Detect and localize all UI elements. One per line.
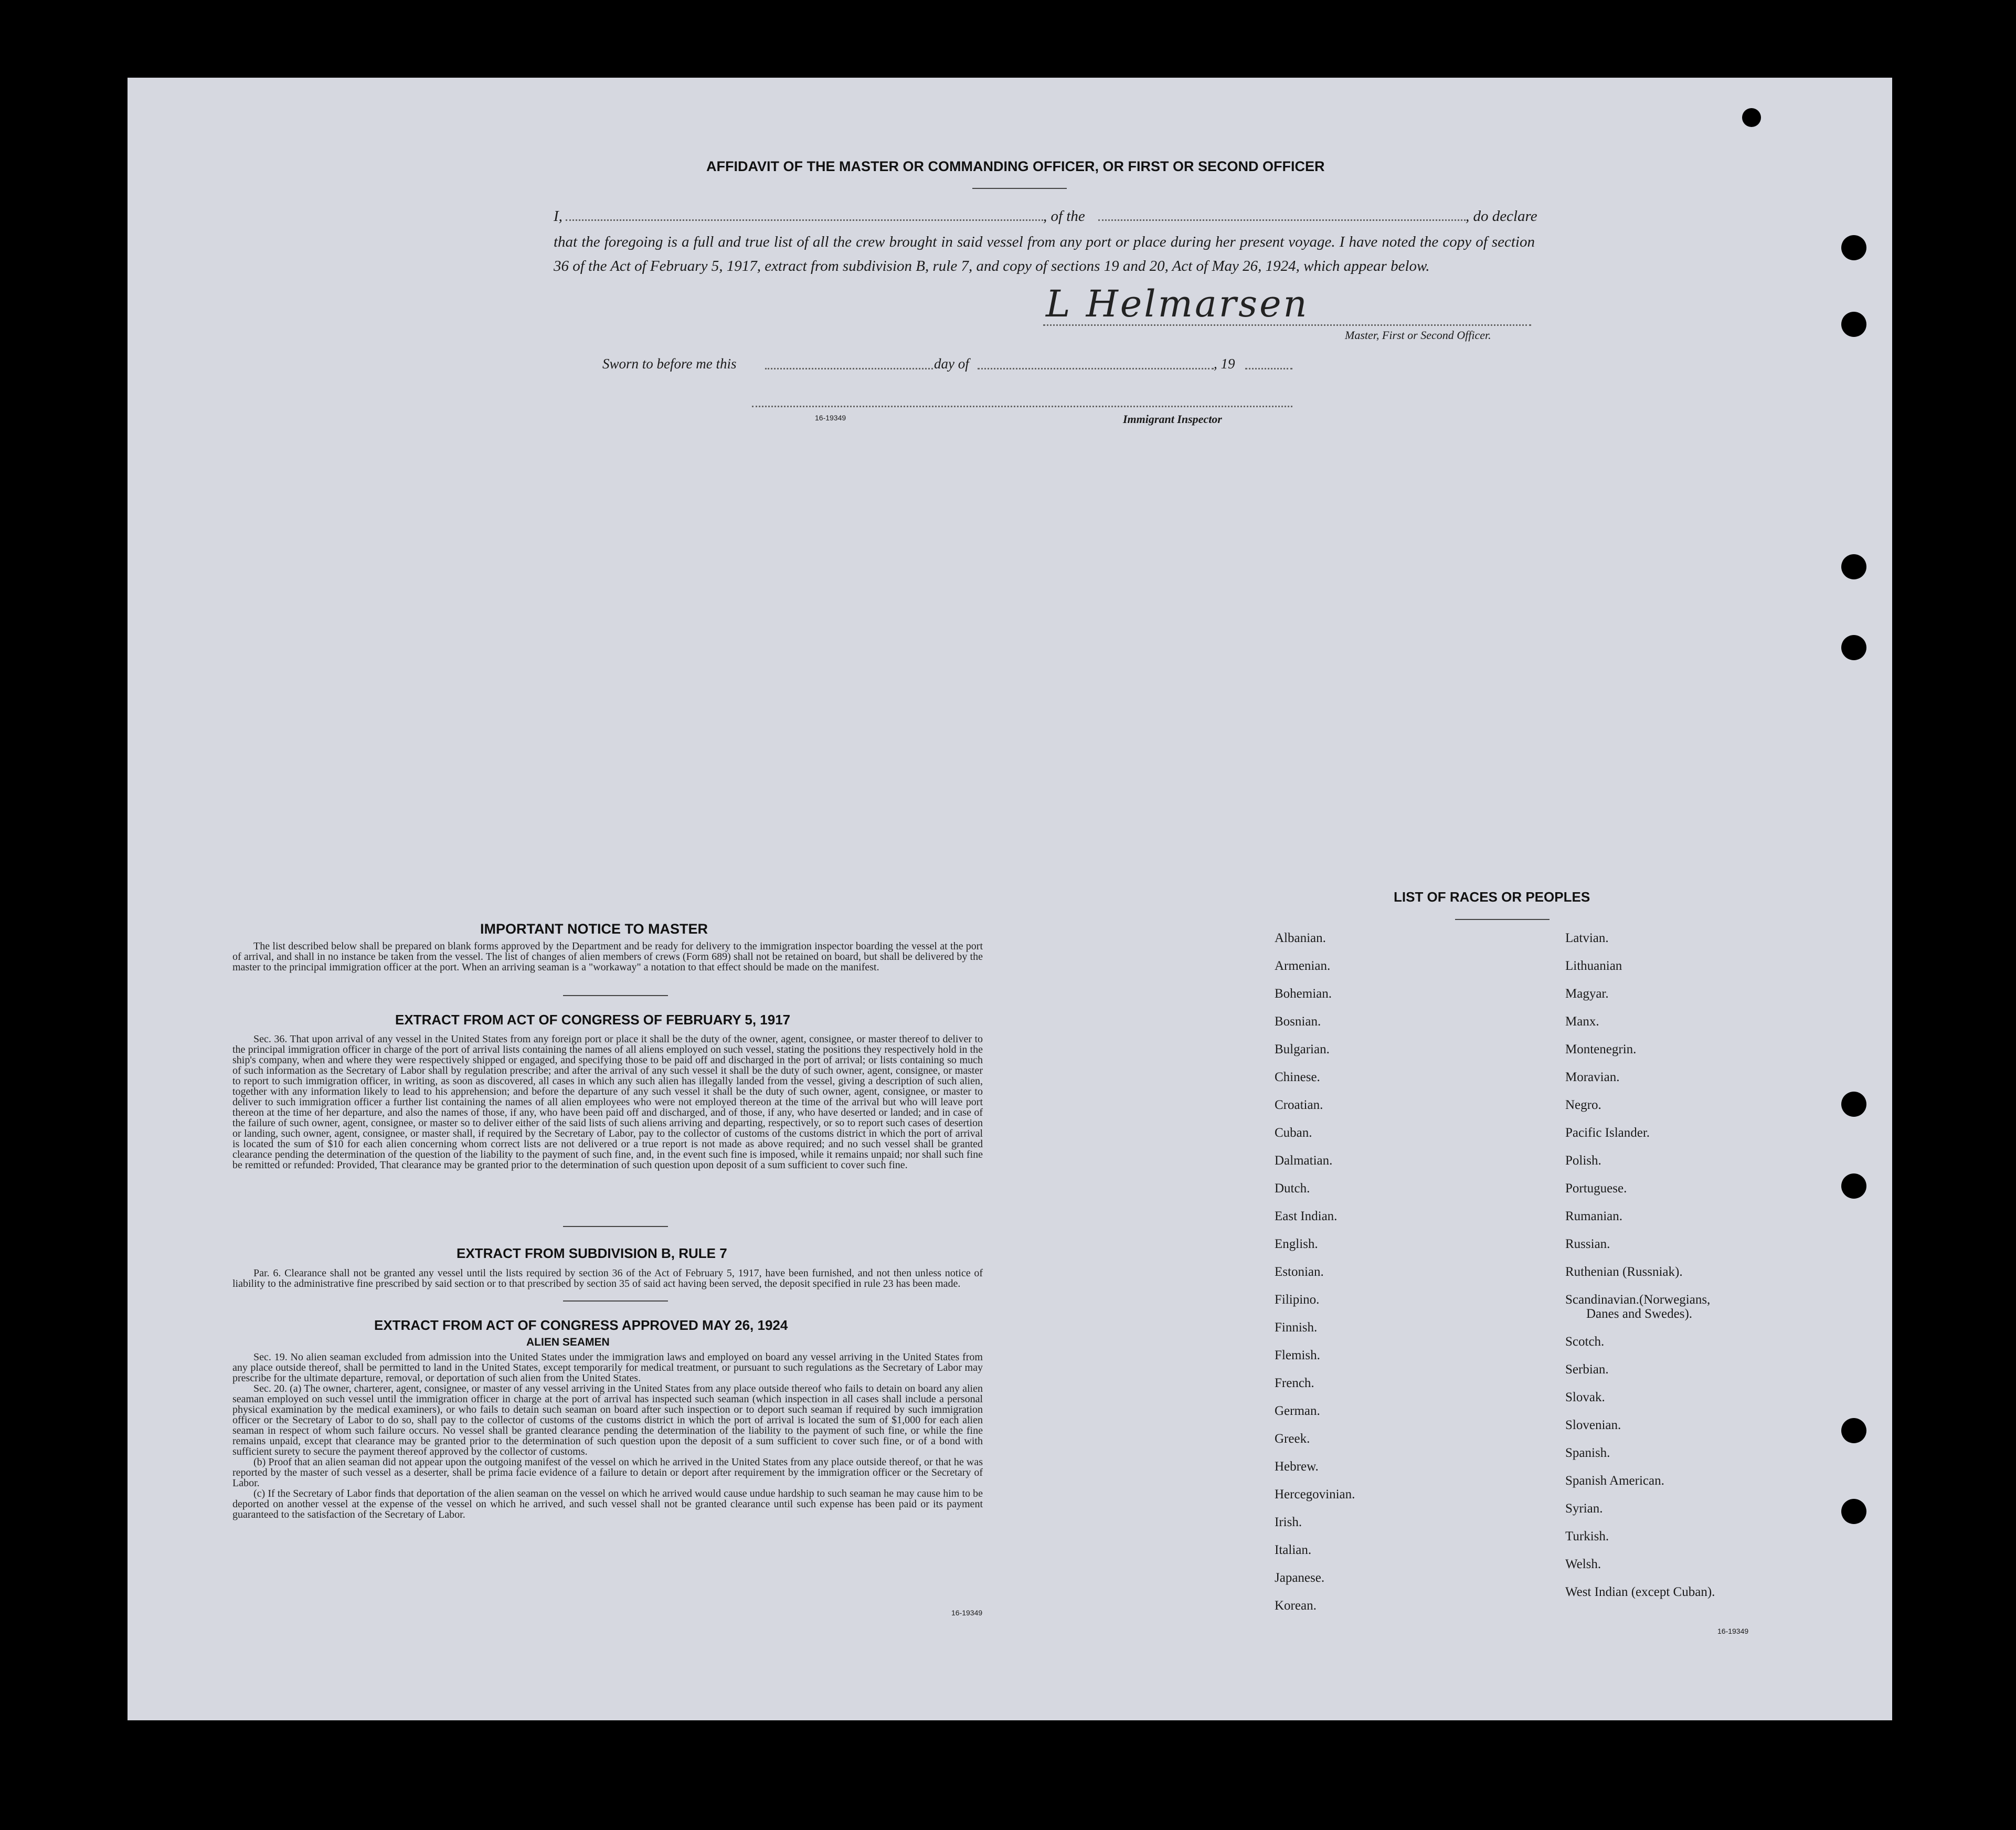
affidavit-body: that the foregoing is a full and true list of all the crew brought in said vessel from any port or place during her present voyage. I have noted the copy of section 36 of the Act of February 5, 1917, extract from subdivision B, rule 7, and copy of sections 19 and 20, Act of May 26, 1924, which appear below. [554,234,1535,274]
race-item: Scotch. [1565,1335,1605,1349]
race-item: Irish. [1275,1515,1302,1529]
race-item: Negro. [1565,1098,1601,1112]
race-item: Croatian. [1275,1098,1323,1112]
affidavit-do-declare: , do declare [1466,208,1537,225]
document-sheet [128,78,1892,1720]
affidavit-of-the: , of the [1043,208,1085,225]
race-item: Italian. [1275,1543,1312,1557]
race-item: Montenegrin. [1565,1042,1637,1056]
race-item: Russian. [1565,1237,1610,1251]
race-item: Albanian. [1275,931,1326,945]
punch-hole [1742,108,1761,127]
race-item: Latvian. [1565,931,1609,945]
races-title: LIST OF RACES OR PEOPLES [1394,889,1590,905]
sworn-month-field[interactable] [978,368,1214,369]
sec-20c: (c) If the Secretary of Labor finds that deportation of the alien seaman on the vessel on which he arrived would cause undue hardship to such seaman he may cause him to be deported on another vessel at the expense of the vessel on which he arrived, and such vessel shall not be granted clearance until such expense has been paid or its payment guaranteed to the satisfaction of the Secretary of Labor. [232,1488,983,1520]
race-item: French. [1275,1376,1314,1390]
vessel-field[interactable] [1098,219,1466,221]
name-field[interactable] [566,219,1043,221]
punch-hole [1841,635,1866,660]
sworn-day-field[interactable] [765,368,933,369]
master-label: Master, First or Second Officer. [1345,329,1491,342]
race-item: Cuban. [1275,1126,1312,1140]
inspector-signature-line [752,406,1292,407]
race-item: Dalmatian. [1275,1154,1333,1168]
race-item: Serbian. [1565,1362,1609,1377]
race-item: Manx. [1565,1014,1599,1029]
punch-hole [1841,1092,1866,1117]
year-label: , 19 [1214,356,1235,372]
notice-text: The list described below shall be prepared on blank forms approved by the Department and be ready for delivery to the immigration inspector boarding the vessel at the port of arrival, and shall in no instance be taken from the vessel. The list of changes of alien members of crews (Form 689) shall not be retained on board, but shall be delivered by the master to the principal immigration officer at the port. When an arriving seaman is a "workaway" a notation to that effect should be made on the manifest. [232,940,983,973]
race-item: West Indian (except Cuban). [1565,1585,1715,1599]
sworn-year-field[interactable] [1245,368,1292,369]
race-item: Danes and Swedes). [1586,1307,1693,1321]
race-item: Finnish. [1275,1320,1318,1335]
race-item: Syrian. [1565,1501,1603,1516]
race-item: Turkish. [1565,1529,1609,1543]
extract-1917-text: Sec. 36. That upon arrival of any vessel in the United States from any foreign port or place it shall be the duty of the owner, agent, consignee, or master thereof to deliver to the principal immigration officer in charge of the port of arrival lists containing the names of all aliens employed on such vessel, stating the positions they respectively hold in the ship's company, when and where they were respectively shipped or engaged, and specifying those to be paid off and discharged in the port of arrival; or lists containing so much of such information as the Secretary of Labor shall by regulation prescribe; and after the arrival of any such vessel it shall be the duty of such owner, agent, consignee, or master to report to such immigration officer, in writing, as soon as discovered, all cases in which any such alien has illegally landed from the vessel, giving a description of such alien, together with any information likely to lead to his apprehension; and before the departure of any such vessel it shall be the duty of such owner, agent, consignee, or master to deliver to such immigration officer a further list containing the names of all alien employees who were not employed thereon at the time of the arrival but who will leave port thereon at the time of her departure, and also the names of those, if any, who have been paid off and discharged, and of those, if any, who have deserted or landed; and in case of the failure of such owner, agent, consignee, or master so to deliver either of the said lists of such aliens arriving and departing, respectively, or so to report such cases of desertion or landing, such owner, agent, consignee, or master shall, if required by the Secretary of Labor, pay to the collector of customs of the customs district in which the port of arrival is located the sum of $10 for each alien concerning whom correct lists are not delivered or a true report is not made as above required; and no such vessel shall be granted clearance pending the determination of the question of the liability to the payment of such fine, and, in the event such fine is imposed, while it remains unpaid; nor shall such fine be remitted or refunded: Provided, That clearance may be granted prior to the determination of such question upon deposit of a sum sufficient to cover such fine. [232,1033,983,1171]
sec-20a: Sec. 20. (a) The owner, charterer, agent, consignee, or master of any vessel arriving in the United States from any place outside thereof who fails to detain on board any alien seaman employed on such vessel until the immigration officer in charge at the port of arrival has inspected such seaman (which inspection in all cases shall include a personal physical examination by the medical examiners), or who fails to detain such seaman on board after such inspection or to deport such seaman if required by such immigration officer or the Secretary of Labor to do so, shall pay to the collector of customs of the customs district in which the port of arrival is located the sum of $1,000 for each alien seaman in respect of whom such failure occurs. No vessel shall be granted clearance pending the determination of the liability to the payment of such fine, or while the fine remains unpaid, except that clearance may be granted prior to the determination of such question upon the deposit of a sum sufficient to cover such fine, or of a bond with sufficient surety to secure the payment thereof approved by the collector of customs. [232,1383,983,1457]
race-item: Armenian. [1275,959,1331,973]
extract-1917-title: EXTRACT FROM ACT OF CONGRESS OF FEBRUARY 5, 1917 [395,1012,791,1028]
race-item: Hercegovinian. [1275,1487,1355,1501]
race-item: Hebrew. [1275,1459,1319,1474]
race-item: Slovak. [1565,1390,1605,1404]
race-item: Spanish. [1565,1446,1610,1460]
race-item: Estonian. [1275,1265,1324,1279]
sec-20b: (b) Proof that an alien seaman did not appear upon the outgoing manifest of the vessel on which he arrived in the United States from any place outside thereof, or that he was reported by the master of such vessel as a deserter, shall be prima facie evidence of a failure to detain or deport after requirement by the immigration officer or the Secretary of Labor. [232,1456,983,1489]
signature-line [1043,324,1531,326]
race-item: East Indian. [1275,1209,1338,1223]
divider [563,1300,668,1302]
divider [972,188,1067,189]
affidavit-i: I, [554,208,563,225]
race-item: Magyar. [1565,987,1609,1001]
race-item: Chinese. [1275,1070,1320,1084]
race-item: Rumanian. [1565,1209,1623,1223]
form-number: 16-19349 [1717,1627,1749,1635]
form-number: 16-19349 [951,1609,983,1617]
inspector-label: Immigrant Inspector [1123,412,1222,426]
race-item: Spanish American. [1565,1474,1664,1488]
race-item: English. [1275,1237,1318,1251]
race-item: Bosnian. [1275,1014,1321,1029]
race-item: Welsh. [1565,1557,1601,1571]
punch-hole [1841,1499,1866,1524]
day-of-label: day of [934,356,969,372]
divider [563,995,668,996]
race-item: Bulgarian. [1275,1042,1330,1056]
punch-hole [1841,1173,1866,1199]
race-item: German. [1275,1404,1320,1418]
race-item: Scandinavian.(Norwegians, [1565,1293,1711,1307]
race-item: Ruthenian (Russniak). [1565,1265,1683,1279]
race-item: Dutch. [1275,1181,1310,1196]
punch-hole [1841,1418,1866,1443]
extract-1924-title: EXTRACT FROM ACT OF CONGRESS APPROVED MAY 26, 1924 [374,1317,788,1333]
race-item: Filipino. [1275,1293,1320,1307]
divider [1455,919,1550,920]
extract-rule7-title: EXTRACT FROM SUBDIVISION B, RULE 7 [457,1245,727,1261]
divider [563,1226,668,1227]
race-item: Flemish. [1275,1348,1320,1362]
race-item: Greek. [1275,1432,1310,1446]
sec-19: Sec. 19. No alien seaman excluded from admission into the United States under the immigration laws and employed on board any vessel arriving in the United States from any place outside thereof, shall be permitted to land in the United States, except temporarily for medical treatment, or pursuant to such regulations as the Secretary of Labor may prescribe for the ultimate departure, removal, or deportation of such alien from the United States. [232,1351,983,1384]
punch-hole [1841,554,1866,579]
race-item: Polish. [1565,1154,1601,1168]
race-item: Bohemian. [1275,987,1332,1001]
extract-1924-subtitle: ALIEN SEAMEN [526,1336,610,1348]
race-item: Pacific Islander. [1565,1126,1650,1140]
notice-title: IMPORTANT NOTICE TO MASTER [480,921,708,937]
punch-hole [1841,312,1866,337]
race-item: Lithuanian [1565,959,1622,973]
punch-hole [1841,235,1866,260]
race-item: Portuguese. [1565,1181,1627,1196]
race-item: Japanese. [1275,1571,1325,1585]
master-signature: L Helmarsen [1046,282,1309,325]
extract-1924-text [232,1352,983,1520]
sworn-label: Sworn to before me this [602,356,737,372]
race-item: Slovenian. [1565,1418,1621,1432]
race-item: Korean. [1275,1599,1317,1613]
affidavit-title: AFFIDAVIT OF THE MASTER OR COMMANDING OFFICER, OR FIRST OR SECOND OFFICER [706,158,1325,174]
extract-rule7-text: Par. 6. Clearance shall not be granted any vessel until the lists required by section 36 of the Act of February 5, 1917, have been furnished, and not then unless notice of liability to the administrative fine prescribed by said section or to that prescribed by section 35 of said act having been served, the deposit specified in rule 23 has been made. [232,1267,983,1289]
race-item: Moravian. [1565,1070,1620,1084]
form-number: 16-19349 [815,414,846,422]
